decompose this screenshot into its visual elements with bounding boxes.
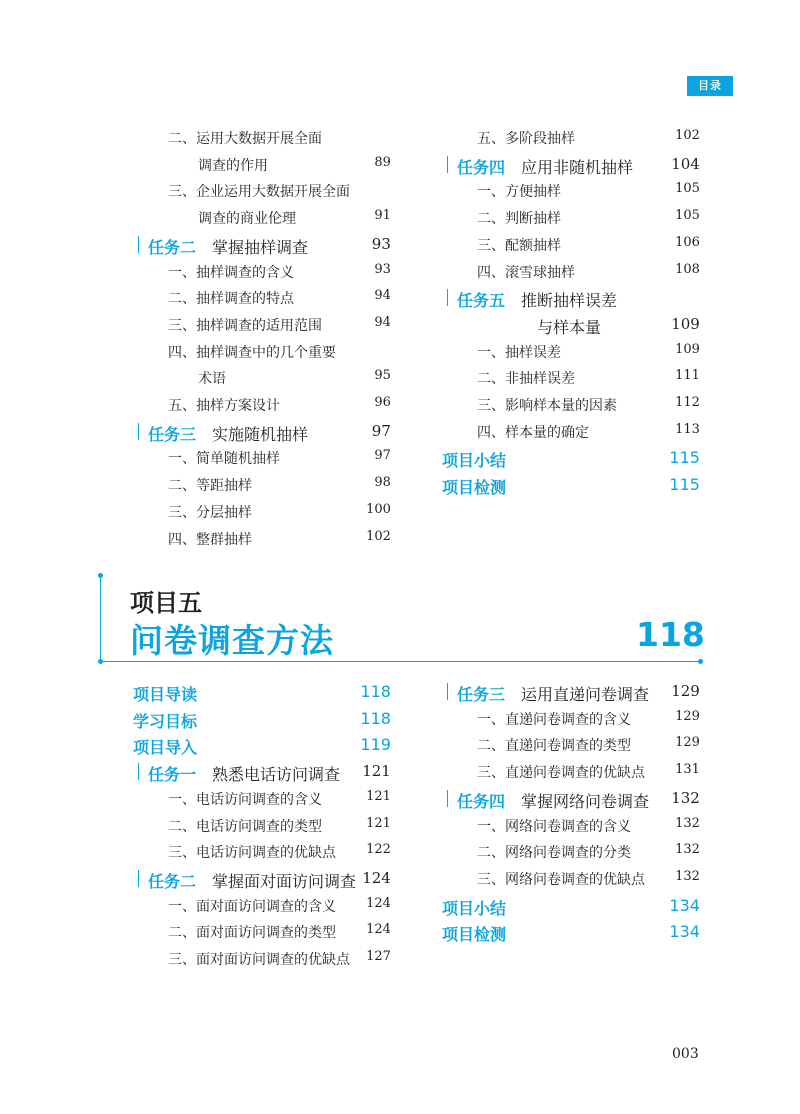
task-label: 任务三 — [457, 685, 506, 704]
toc-page-number: 94 — [374, 314, 391, 330]
subitem-title: 一、直递问卷调查的含义 — [477, 711, 631, 728]
toc-page-number: 109 — [671, 314, 700, 333]
page-number: 003 — [672, 1046, 699, 1062]
section-title: 项目导读 — [133, 685, 198, 704]
subitem-title: 二、面对面访问调查的类型 — [168, 925, 336, 942]
task-label: 任务二 — [148, 871, 197, 891]
subitem-title: 四、样本量的确定 — [477, 424, 589, 441]
toc-page-number: 131 — [675, 762, 700, 778]
section-title: 项目检测 — [442, 478, 507, 498]
rule-dot-top — [98, 573, 103, 578]
toc-page-number: 115 — [669, 475, 700, 495]
toc-page-number: 104 — [671, 154, 700, 173]
subitem-title: 四、抽样调查中的几个重要 — [168, 344, 336, 361]
task-name: 实施随机抽样 — [212, 424, 309, 444]
task-title — [148, 235, 308, 258]
toc-page-number: 122 — [366, 842, 391, 858]
task-marker — [447, 156, 448, 173]
task-label: 任务四 — [457, 157, 506, 177]
task-marker — [138, 423, 139, 440]
toc-page-number: 89 — [374, 154, 391, 170]
task-marker — [447, 289, 448, 306]
toc-page-number: 129 — [675, 708, 700, 724]
subitem-title: 一、简单随机抽样 — [168, 451, 280, 468]
toc-page-number: 94 — [374, 288, 391, 304]
toc-page-number: 106 — [675, 234, 700, 250]
toc-page-number: 134 — [669, 922, 700, 942]
subitem-title: 一、网络问卷调查的含义 — [477, 818, 631, 835]
toc-page-number: 134 — [669, 895, 700, 915]
task-label: 任务一 — [148, 765, 197, 785]
toc-page-number: 108 — [675, 261, 700, 277]
toc-page-number: 132 — [675, 868, 700, 884]
project-number: 项目五 — [130, 589, 202, 617]
toc-page-number: 132 — [671, 788, 700, 807]
subitem-title: 三、企业运用大数据开展全面 — [168, 184, 350, 201]
section-title: 项目小结 — [442, 898, 507, 918]
section-title: 项目检测 — [442, 925, 507, 945]
task-marker — [138, 870, 139, 887]
project-title[interactable]: 问卷调查方法 — [130, 621, 334, 660]
toc-page-number: 132 — [675, 815, 700, 831]
subitem-title: 五、抽样方案设计 — [168, 398, 280, 414]
subitem-title: 三、电话访问调查的优缺点 — [168, 845, 336, 862]
section-tab: 目录 — [687, 76, 733, 96]
subitem-title: 四、滚雪球抽样 — [477, 264, 575, 281]
toc-page-number: 102 — [366, 528, 391, 544]
toc-page-number: 132 — [675, 842, 700, 858]
subitem-title: 二、直递问卷调查的类型 — [477, 738, 631, 755]
subitem-title: 一、面对面访问调查的含义 — [168, 898, 336, 915]
subitem-title: 一、抽样误差 — [477, 344, 561, 361]
toc-page-number: 111 — [675, 368, 700, 384]
task-name: 应用非随机抽样 — [521, 157, 634, 177]
toc-page-number: 119 — [360, 735, 391, 755]
subitem-title: 一、抽样调查的含义 — [168, 264, 294, 281]
toc-page-number: 121 — [362, 762, 391, 781]
toc-page-number: 105 — [675, 208, 700, 224]
subitem-title: 二、网络问卷调查的分类 — [477, 845, 631, 862]
toc-page-number: 127 — [366, 949, 391, 964]
toc-page-number: 115 — [669, 448, 700, 468]
toc-page-number: 129 — [671, 682, 700, 700]
task-title — [148, 422, 308, 445]
subitem-title: 调查的商业伦理 — [198, 211, 296, 228]
subitem-title: 一、方便抽样 — [477, 184, 561, 201]
project-header — [96, 567, 706, 667]
toc-page-number: 100 — [366, 501, 391, 517]
header-vertical-rule — [100, 577, 101, 662]
rule-dot-right — [698, 659, 703, 664]
toc-page-number: 109 — [675, 341, 700, 357]
toc-page-number: 95 — [374, 368, 391, 384]
toc-page-number: 96 — [374, 395, 391, 410]
toc-page-number: 93 — [374, 261, 391, 277]
toc-page-number: 124 — [366, 922, 391, 938]
task-title — [148, 869, 356, 892]
subitem-title: 三、影响样本量的因素 — [477, 398, 617, 414]
subitem-title: 二、等距抽样 — [168, 478, 252, 495]
toc-page-number: 113 — [675, 421, 700, 437]
subitem-title: 三、配额抽样 — [477, 237, 561, 254]
subitem-title: 三、分层抽样 — [168, 504, 252, 521]
toc-page-number: 129 — [675, 735, 700, 751]
task-title — [457, 682, 649, 705]
toc-page-number: 124 — [362, 868, 391, 887]
subitem-title: 三、直递问卷调查的优缺点 — [477, 765, 645, 782]
task-name: 熟悉电话访问调查 — [212, 765, 341, 785]
task-name: 运用直递问卷调查 — [521, 685, 650, 704]
toc-page-number: 105 — [675, 181, 700, 197]
toc-page-number: 91 — [374, 208, 391, 224]
subitem-title: 三、面对面访问调查的优缺点 — [168, 952, 350, 968]
section-title: 项目小结 — [442, 451, 507, 471]
subitem-title: 二、运用大数据开展全面 — [168, 131, 322, 147]
subitem-title: 二、非抽样误差 — [477, 371, 575, 388]
toc-page-number: 121 — [366, 815, 391, 831]
project-page-number: 118 — [636, 615, 705, 654]
task-marker — [138, 236, 139, 253]
task-name: 掌握抽样调查 — [212, 237, 309, 257]
toc-page-number: 121 — [366, 788, 391, 804]
subitem-title: 三、抽样调查的适用范围 — [168, 317, 322, 334]
subitem-title: 五、多阶段抽样 — [477, 131, 575, 147]
subitem-title: 二、判断抽样 — [477, 211, 561, 228]
subitem-title: 四、整群抽样 — [168, 531, 252, 548]
task-marker — [447, 790, 448, 807]
task-title — [457, 288, 617, 311]
section-title: 学习目标 — [133, 711, 198, 731]
task-name: 掌握网络问卷调查 — [521, 791, 650, 811]
task-name: 推断抽样误差 — [521, 291, 618, 311]
task-title — [457, 155, 633, 178]
subitem-title: 一、电话访问调查的含义 — [168, 791, 322, 808]
subitem-title: 调查的作用 — [198, 157, 268, 174]
task-marker — [138, 763, 139, 780]
task-title — [457, 789, 649, 812]
toc-page-number: 98 — [374, 475, 391, 491]
rule-dot-corner — [98, 659, 103, 664]
task-label: 任务四 — [457, 791, 506, 811]
toc-page-number: 97 — [371, 421, 391, 440]
toc-page-number: 97 — [374, 448, 391, 464]
toc-page-number: 118 — [360, 682, 391, 701]
toc-page-number: 118 — [360, 708, 391, 728]
task-name: 掌握面对面访问调查 — [212, 871, 357, 891]
toc-page-number: 102 — [675, 128, 700, 143]
task-label: 任务三 — [148, 424, 197, 444]
subitem-title: 二、电话访问调查的类型 — [168, 818, 322, 835]
task-marker — [447, 683, 448, 700]
task-title-continued: 与样本量 — [537, 317, 602, 337]
task-title — [148, 762, 340, 785]
task-label: 任务二 — [148, 237, 197, 257]
toc-page-number: 93 — [371, 234, 391, 253]
subitem-title: 三、网络问卷调查的优缺点 — [477, 871, 645, 888]
task-label: 任务五 — [457, 291, 506, 311]
section-title: 项目导入 — [133, 738, 198, 758]
subitem-title: 二、抽样调查的特点 — [168, 291, 294, 308]
toc-page-number: 124 — [366, 895, 391, 911]
toc-page-number: 112 — [675, 395, 700, 410]
subitem-title: 术语 — [198, 371, 226, 388]
